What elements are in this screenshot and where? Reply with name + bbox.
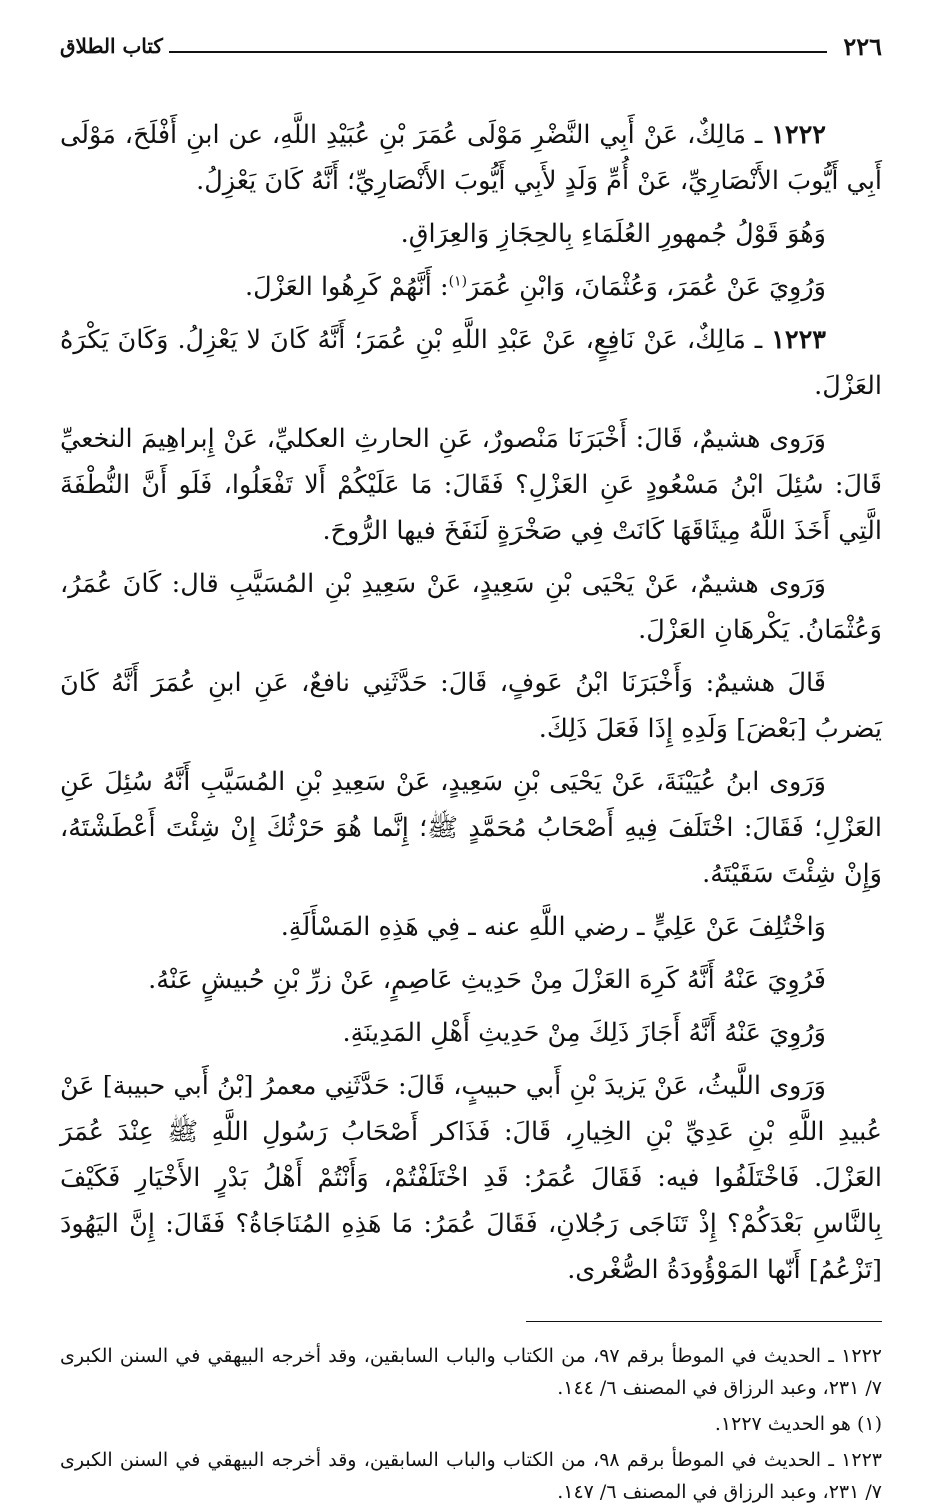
footnotes — [60, 1340, 882, 1508]
footnote: (١) هو الحديث ١٢٢٧. — [714, 1413, 882, 1435]
footnote-marker: (١) — [448, 273, 468, 290]
footnote: ١٢٢٣ ـ الحديث في الموطأ برقم ٩٨، من الكتاب والباب السابقين، وقد أخرجه البيهقي في السنن الكبرى ٧/ ٢٣١، وعبد الرزاق في المصنف ٦/ ١٤٧. — [60, 1449, 882, 1503]
page-number: ٢٢٦ — [843, 31, 882, 61]
book-title: كتاب الطلاق — [60, 34, 163, 58]
paragraph-text: وَرَوى اللَّيثُ، عَنْ يَزيدَ بْنِ أَبي حبيبٍ، قَالَ: حَدَّثَنِي معمرُ [بْنُ أَبي حبيبة] عَنْ عُبيدِ اللَّهِ بْنِ عَدِيِّ بْنِ الخِيارِ، قَالَ: فَذَاكر أَصْحَابُ رَسُولِ اللَّهِ ﷺ عِنْدَ عُمَرَ العَزْلَ. فَاخْتَلَفُوا فيه: فَقَالَ عُمَرُ: قَدِ اخْتَلَفْتُمْ، وَأَنْتُمْ أَهْلُ بَدْرٍ الأَخْيَارِ فَكَيْفَ بِالنَّاسِ بَعْدَكُمْ؟ إِذْ تَنَاجَى رَجُلانِ، فَقَالَ عُمَرُ: مَا هَذِهِ المُنَاجَاةُ؟ فَقَالَ: إِنَّ اليَهُودَ [تَزْعُمُ] أَنّها المَوْؤُودَةُ الصُّغْرى. — [60, 1071, 882, 1285]
main-text — [60, 112, 882, 1293]
header-rule — [169, 51, 827, 53]
commentary-paragraph — [60, 904, 882, 950]
paragraph-text: وَرَوى هشيمٌ، عَنْ يَحْيَى بْنِ سَعِيدٍ، عَنْ سَعِيدِ بْنِ المُسَيَّبِ قال: كَانَ عُمَرُ، وَعُثْمَانُ. يَكْرهَانِ العَزْلَ. — [60, 569, 882, 645]
footnote: ١٢٢٢ ـ الحديث في الموطأ برقم ٩٧، من الكتاب والباب السابقين، وقد أخرجه البيهقي في السنن الكبرى ٧/ ٢٣١، وعبد الرزاق في المصنف ٦/ ١٤٤. — [60, 1345, 882, 1399]
commentary-paragraph — [60, 1063, 882, 1293]
hadith-text: ـ مَالِكٌ، عَنْ نَافِعٍ، عَنْ عَبْدِ اللَّهِ بْنِ عُمَرَ؛ أَنَّهُ كَانَ لا يَعْزِلُ. وَكَانَ يَكْرَهُ العَزْلَ. — [60, 325, 882, 401]
paragraph-text: : أَنَّهُمْ كَرِهُوا العَزْلَ. — [244, 272, 449, 302]
hadith-1223 — [60, 317, 882, 409]
hadith-number: ١٢٢٢ — [771, 120, 826, 150]
commentary-paragraph — [60, 759, 882, 897]
paragraph-text: وَرَوى ابنُ عُيَيْنَةَ، عَنْ يَحْيَى بْنِ سَعِيدٍ، عَنْ سَعِيدِ بْنِ المُسَيَّبِ أَنَّهُ سُئِلَ عَنِ العَزْلِ؛ فَقَالَ: اخْتَلَفَ فِيهِ أَصْحَابُ مُحَمَّدٍ ﷺ؛ إِنَّما هُوَ حَرْثُكَ إِنْ شِئْتَ أَعْطَشْتَهُ، وَإِنْ شِئْتَ سَقَيْتَهُ. — [60, 767, 882, 889]
hadith-1222 — [60, 112, 882, 204]
commentary-paragraph — [60, 211, 882, 257]
footnote-separator — [526, 1321, 882, 1322]
book-page — [60, 26, 882, 1503]
paragraph-text: فَرُوِيَ عَنْهُ أَنَّهُ كَرِهَ العَزْلَ مِنْ حَدِيثِ عَاصِمٍ، عَنْ زرِّ بْنِ حُبيشٍ عَنْهُ. — [148, 965, 826, 995]
commentary-paragraph — [60, 660, 882, 752]
commentary-paragraph — [60, 1010, 882, 1056]
paragraph-text: وَرَوى هشيمٌ، قَالَ: أَخْبَرَنَا مَنْصورٌ، عَنِ الحارثِ العكليِّ، عَنْ إِبراهِيمَ النخعيِّ قَالَ: سُئِلَ ابْنُ مَسْعُودٍ عَنِ العَزْلِ؟ فَقَالَ: مَا عَلَيْكُمْ أَلا تَفْعَلُوا، فَلَو أَنَّ النُّطْفَةَ الَّتِي أَخَذَ اللَّهُ مِيثَاقَهَا كَانَتْ فِي صَخْرَةٍ لَنَفَخَ فيها الرُّوحَ. — [60, 424, 882, 546]
paragraph-text: وَهُوَ قَوْلُ جُمهورِ العُلَمَاءِ بِالحِجَازِ وَالعِرَاقِ. — [400, 219, 826, 249]
paragraph-text: قَالَ هشيمٌ: وَأَخْبَرَنَا ابْنُ عَوفٍ، قَالَ: حَدَّثَنِي نافعٌ، عَنِ ابنِ عُمَرَ أَنَّهُ كَانَ يَضربُ [بَعْضَ] وَلَدِهِ إِذَا فَعَلَ ذَلِكَ. — [60, 668, 882, 744]
commentary-paragraph — [60, 264, 882, 310]
paragraph-text: وَاخْتُلِفَ عَنْ عَلِيٍّ ـ رضي اللَّهِ عنه ـ فِي هَذِهِ المَسْأَلَةِ. — [280, 912, 826, 942]
paragraph-text: وَرُوِيَ عَنْ عُمَرَ، وَعُثْمَانَ، وَابْنِ عُمَرَ — [467, 272, 826, 302]
commentary-paragraph — [60, 561, 882, 653]
commentary-paragraph — [60, 416, 882, 554]
hadith-number: ١٢٢٣ — [771, 325, 826, 355]
hadith-text: ـ مَالِكٌ، عَنْ أَبِي النَّضْرِ مَوْلَى عُمَرَ بْنِ عُبَيْدِ اللَّهِ، عن ابنِ أَفْلَحَ، مَوْلَى أَبِي أَيُّوبَ الأَنْصَارِيِّ، عَنْ أُمِّ وَلَدٍ لأَبِي أَيُّوبَ الأَنْصَارِيِّ؛ أَنَّهُ كَانَ يَعْزِلُ. — [60, 120, 882, 196]
running-header — [60, 26, 882, 66]
paragraph-text: وَرُوِيَ عَنْهُ أَنَّهُ أَجَازَ ذَلِكَ مِنْ حَدِيثِ أَهْلِ المَدِينَةِ. — [342, 1018, 826, 1048]
commentary-paragraph — [60, 957, 882, 1003]
